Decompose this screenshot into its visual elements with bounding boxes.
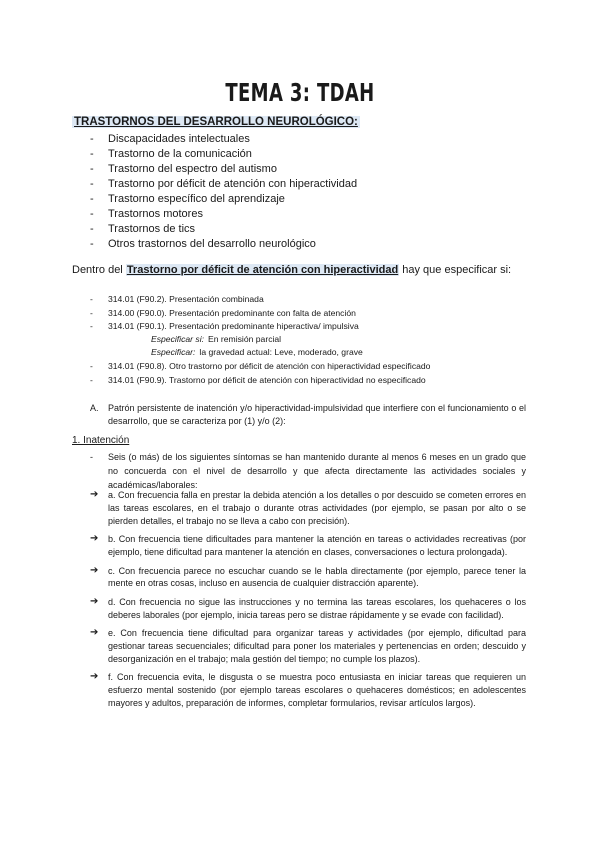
criterion-a bbox=[90, 402, 526, 428]
criterion-a-text: Patrón persistente de inatención y/o hiperactividad-impulsividad que interfiere con el funcionamiento o el desarrollo, que se caracteriza por (1) y/o (2): bbox=[108, 403, 526, 426]
arrow-right-icon: ➔ bbox=[90, 533, 99, 545]
code-item: - 314.01 (F90.8). Otro trastorno por déficit de atención con hiperactividad especificado bbox=[90, 360, 430, 374]
criterion-text: b. Con frecuencia tiene dificultades para mantener la atención en tareas o actividades recreativas (por ejemplo, tiene dificultad para mantener la atención en clases, conversaciones o lectura prolongada). bbox=[108, 534, 526, 558]
specifier-line bbox=[151, 333, 281, 347]
list-item: - Otros trastornos del desarrollo neurológico bbox=[90, 237, 357, 252]
criterion-text: e. Con frecuencia tiene dificultad para organizar tareas y actividades (por ejemplo, dificultad para gestionar tareas secuenciales; dificultad para poner los materiales y pertenencias en orden; descuido y desorganización en el trabajo; mala gestión del tiempo; no cumple los plazos). bbox=[108, 628, 526, 664]
criterion-item bbox=[90, 627, 526, 666]
page-title: TEMA 3: TDAH bbox=[225, 78, 375, 107]
intro-after: hay que especificar si: bbox=[399, 264, 512, 276]
disorders-list bbox=[90, 132, 357, 252]
criterion-item bbox=[90, 533, 526, 559]
specifier-label: Especificar si: bbox=[151, 334, 205, 344]
list-item: - Trastornos motores bbox=[90, 207, 357, 222]
arrow-right-icon: ➔ bbox=[90, 489, 99, 500]
dash-bullet: - bbox=[90, 452, 93, 462]
criterion-item bbox=[90, 489, 526, 528]
arrow-right-icon: ➔ bbox=[90, 564, 99, 576]
list-item: - Trastorno por déficit de atención con hiperactividad bbox=[90, 177, 357, 192]
list-item: - Discapacidades intelectuales bbox=[90, 132, 357, 147]
list-item: - Trastorno de la comunicación bbox=[90, 147, 357, 162]
criteria-list bbox=[90, 489, 526, 716]
criterion-item bbox=[90, 565, 526, 591]
specifier-label: Especificar: bbox=[151, 347, 196, 357]
intro-before: Dentro del bbox=[72, 264, 126, 276]
list-item: - Trastornos de tics bbox=[90, 222, 357, 237]
criterion-item bbox=[90, 671, 526, 710]
inattention-text: Seis (o más) de los siguientes síntomas se han mantenido durante al menos 6 meses en un grado que no concuerda con el nivel de desarrollo y que afecta directamente las actividades sociales y académicas/laborales: bbox=[108, 452, 526, 490]
list-item: - Trastorno específico del aprendizaje bbox=[90, 192, 357, 207]
intro-paragraph bbox=[72, 264, 511, 276]
criterion-item bbox=[90, 596, 526, 622]
intro-highlight: Trastorno por déficit de atención con hiperactividad bbox=[126, 264, 399, 276]
code-item: - 314.01 (F90.1). Presentación predominante hiperactiva/ impulsiva bbox=[90, 320, 359, 334]
code-item: - 314.01 (F90.2). Presentación combinada bbox=[90, 293, 359, 307]
codes-list-b bbox=[90, 360, 430, 387]
list-item: - Trastorno del espectro del autismo bbox=[90, 162, 357, 177]
section-heading: TRASTORNOS DEL DESARROLLO NEUROLÓGICO: bbox=[74, 116, 358, 128]
code-item: - 314.00 (F90.0). Presentación predominante con falta de atención bbox=[90, 307, 359, 321]
criterion-text: f. Con frecuencia evita, le disgusta o se muestra poco entusiasta en iniciar tareas que requieren un esfuerzo mental sostenido (por ejemplo tareas escolares o quehaceres domésticos; en adolescentes mayores y adultos, preparación de informes, completar formularios, revisar artículos largos). bbox=[108, 672, 526, 709]
codes-list-a bbox=[90, 293, 359, 334]
arrow-right-icon: ➔ bbox=[90, 671, 99, 683]
criterion-text: a. Con frecuencia falla en prestar la debida atención a los detalles o por descuido se cometen errores en las tareas escolares, en el trabajo o durante otras actividades (por ejemplo, se pasan por alto o se pierden detalles, el trabajo no se lleva a cabo con precisión). bbox=[108, 490, 526, 526]
inattention-paragraph bbox=[90, 450, 526, 492]
specifier-text: la gravedad actual: Leve, moderado, grave bbox=[199, 347, 363, 357]
criterion-text: c. Con frecuencia parece no escuchar cuando se le habla directamente (por ejemplo, parece tener la mente en otras cosas, incluso en ausencia de cualquier distracción aparente). bbox=[108, 565, 526, 589]
arrow-right-icon: ➔ bbox=[90, 627, 99, 639]
specifier-text: En remisión parcial bbox=[208, 334, 282, 344]
arrow-right-icon: ➔ bbox=[90, 595, 99, 607]
criterion-text: d. Con frecuencia no sigue las instrucciones y no termina las tareas escolares, los quehaceres o los deberes laborales (por ejemplo, inicia tareas pero se distrae rápidamente y se evade con facilidad). bbox=[108, 596, 526, 620]
criterion-a-label: A. bbox=[90, 403, 99, 413]
code-item: - 314.01 (F90.9). Trastorno por déficit de atención con hiperactividad no especificado bbox=[90, 374, 430, 388]
specifier-line bbox=[151, 346, 363, 360]
subsection-heading: 1. Inatención bbox=[72, 435, 130, 446]
